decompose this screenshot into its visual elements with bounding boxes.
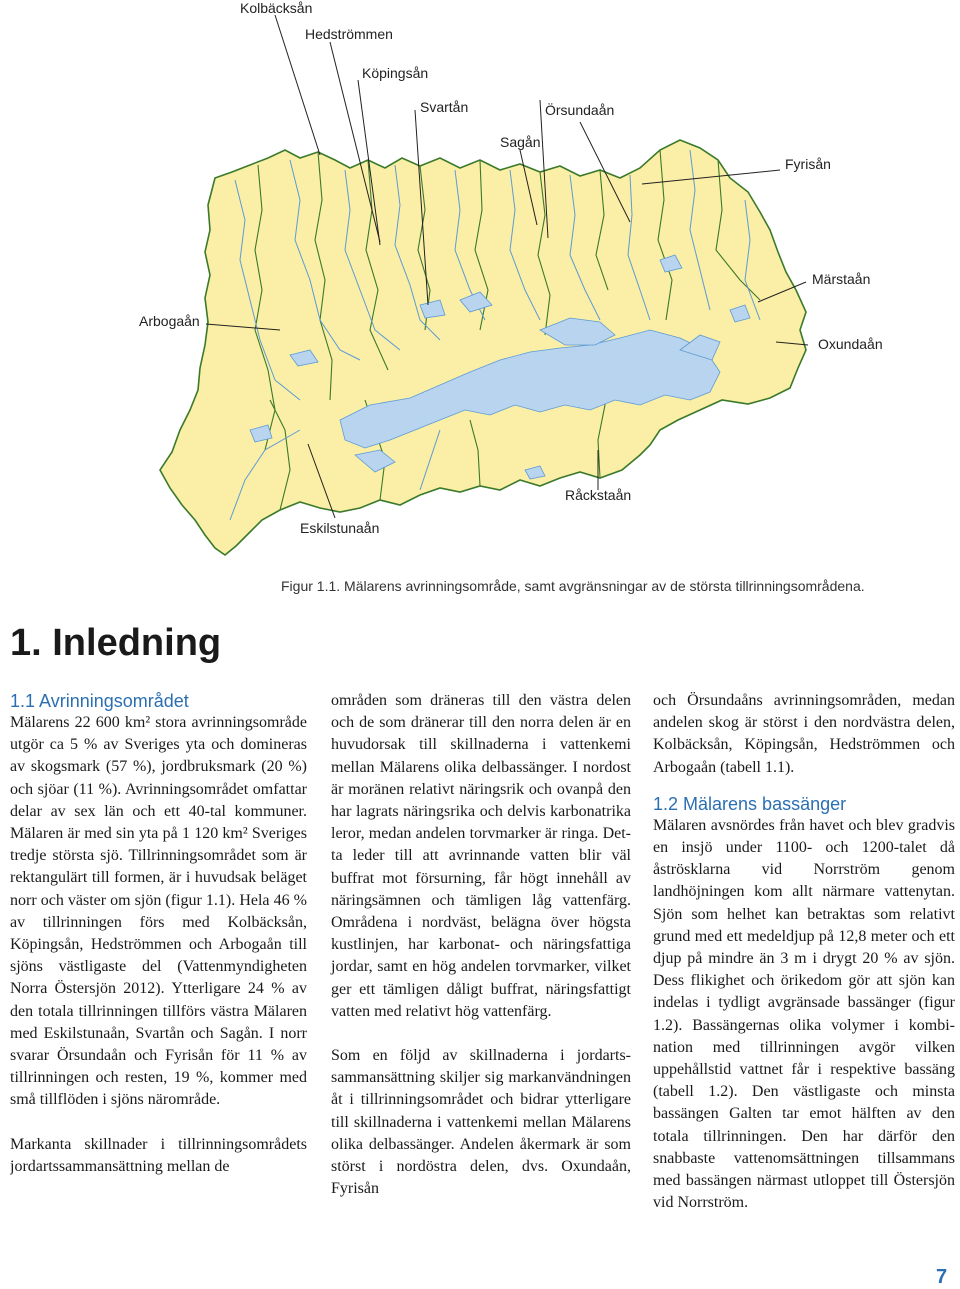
section-1-2-paragraph-1: Mälaren avsnördes från havet och blev gradvis en insjö under 1100- och 1200-talet då åströsklarna vid Norrström genom landhöjningen kom allt närmare vattenytan. Sjön som helhet kan betraktas som relativt grund med ett medeldjup på 12,8 meter och ett djup på mindre än 3 m i drygt 20 % av sjön. Dess flikighet och örikedom gör att sjön kan indelas i tydligt avgränsade bassänger (figur 1.2). Bassängernas olika volymer i kombination med tillrinningen avgör vilken uppehållstid vattnet får i respektive bassäng (tabell 1.2). Den västligaste och minsta bassängen Galten tar emot hälften av den totala tillrinningen. Den har därför den snabbaste vattenomsättningen tillsammans med bassängen närmast utloppet till Östersjön vid Norrström.: [653, 816, 955, 1212]
column-1: [10, 690, 307, 1178]
label-marstaan: Märstaån: [812, 271, 871, 287]
section-1-2-heading: 1.2 Mälarens bassänger: [653, 793, 847, 814]
section-1-1-paragraph-2-cont: områden som dräneras till den västra delen och de som dränerar till den norra delen är en huvudorsak till skillnaderna i vattenkemi mellan Mälarens olika delbassänger. I nordost är moränen relativt näringsrik och ovanpå den har lagrats näringsrika och delvis karbonatrika leror, medan andelen torvmarker är ringa. Detta leder till att avrinnande vatten blir väl buffrat mot försurning, får högt innehåll av näringsämnen och tämligen låg vattenfärg. Områdena i nordväst, belägna över högsta kustlinjen, har karbonat- och näringsfattiga jordar, samt en hög andelen torvmarker, vilket ger ett tämligen dåligt buffrat, näringsfattigt vatten med relativt hög vattenfärg.: [331, 692, 631, 1020]
label-svartan: Svartån: [420, 99, 469, 115]
column-2: [331, 690, 631, 1200]
catchment-map: [0, 0, 960, 600]
label-kolbacksan: Kolbäcksån: [240, 0, 313, 16]
section-1-1-paragraph-1: Mälarens 22 600 km² stora avrinningsområde utgör ca 5 % av Sveriges yta och domineras av skogsmark (57 %), jordbruksmark (20 %) och sjöar (11 %). Avrinningsområdet omfattar delar av sex län och ett 40-tal kommuner. Mälaren är med sin yta på 1 120 km² Sveriges tredje största sjö. Tillrinningsområdet som är rektangulärt till formen, är i huvudsak beläget norr och väster om sjön (figur 1.1). Hela 46 % av tillrinningen förs med Kolbäcksån, Köpingsån, Hedströmmen och Arbogaån till sjöns västligaste del (Vattenmyndigheten Norra Östersjön 2012). Ytterligare 24 % av den totala tillrinningen tillförs västra Mälaren med Eskilstunaån, Svartån och Sagån. I norr svarar Örsundaån och Fyrisån för 11 % av tillrinningen och resten, 19 %, kommer med små tillflöden i sjöns närområde.: [10, 714, 307, 1109]
section-1-1-paragraph-3: Som en följd av skillnaderna i jordartssammansättning skiljer sig markanvändningen åt i tillrinningsområdet och bidrar ytterligare till skillnaderna i vattenkemi mellan Mälarens olika delbassänger. Andelen åkermark är som störst i nordöstra delen, dvs. Oxundaån, Fyrisån: [331, 1047, 631, 1198]
page-number: 7: [936, 1266, 948, 1288]
section-1-1-paragraph-2: Markanta skillnader i tillrinningsområdets jordartssammansättning mellan de: [10, 1135, 307, 1175]
label-rackstaan: Råckstaån: [565, 487, 632, 503]
label-eskilstunaan: Eskilstunaån: [300, 520, 380, 536]
label-oxundaan: Oxundaån: [818, 336, 883, 352]
label-kopingsan: Köpingsån: [362, 65, 429, 81]
column-3: [653, 690, 955, 1214]
label-hedstrommen: Hedströmmen: [305, 26, 393, 42]
section-1-1-heading: 1.1 Avrinningsområdet: [10, 691, 189, 711]
label-arbogaan: Arbogaån: [139, 313, 200, 329]
label-sagan: Sagån: [500, 134, 541, 150]
label-fyrisan: Fyrisån: [785, 156, 831, 172]
chapter-title: 1. Inledning: [10, 622, 222, 664]
label-orsundaan: Örsundaån: [545, 102, 615, 118]
section-1-1-paragraph-3-cont: och Örsundaåns avrinningsområden, medan andelen skog är störst i den nordvästra delen, Kolbäcksån, Köpingsån, Hedströmmen och Arbogaån (tabell 1.1).: [653, 692, 955, 776]
figure-caption: Figur 1.1. Mälarens avrinningsområde, samt avgränsningar av de största tillrinningsområdena.: [281, 578, 865, 594]
